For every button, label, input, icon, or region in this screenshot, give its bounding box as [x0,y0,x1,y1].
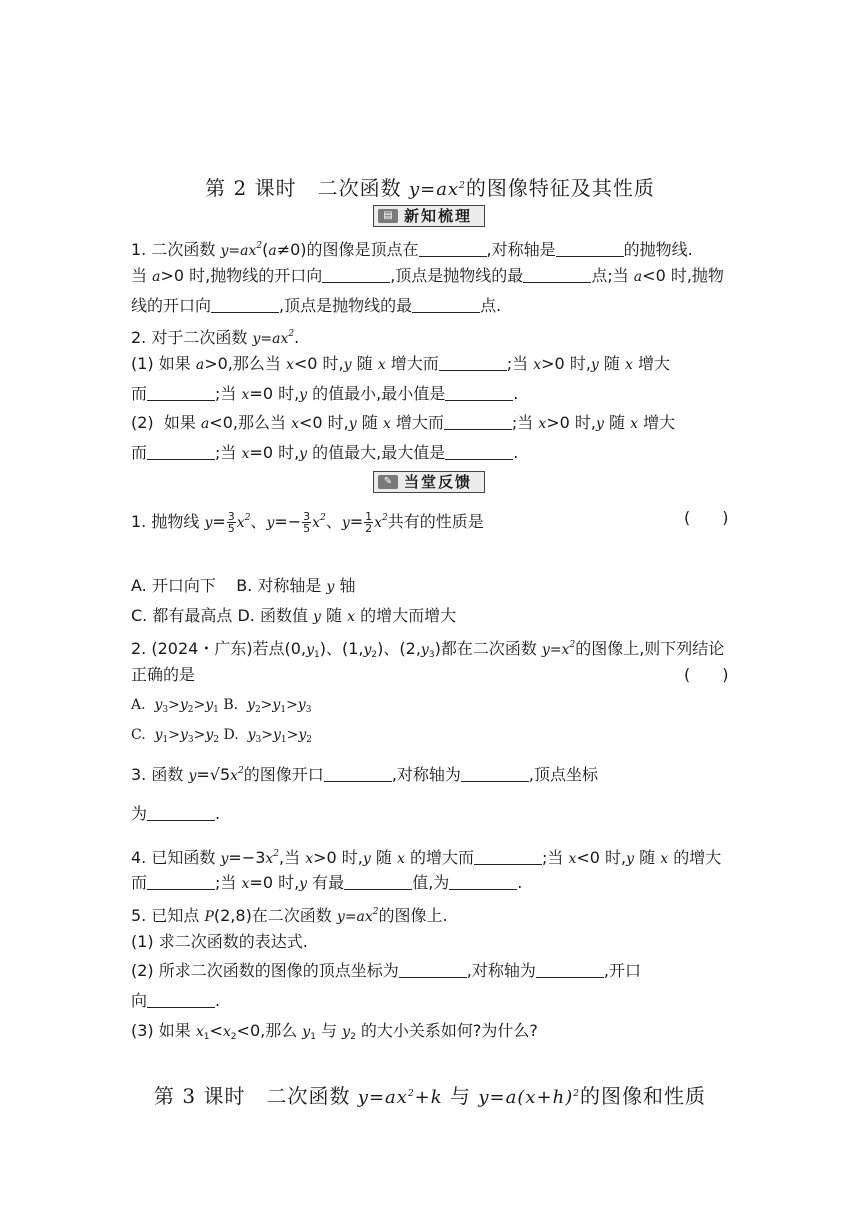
question-5-part-2: (2) 所求二次函数的图像的顶点坐标为 ,对称轴为 ,开口 [131,961,641,980]
knowledge-item-2-head: 2. 对于二次函数 $y=ax^2$. [131,328,300,347]
question-2-stem: 2. (2024・广东)若点$(0,y_1)$、$(1,y_2)$、$(2,y_3)$都在二次函数 $y=x^2$的图像上,则下列结论 [131,639,725,660]
knowledge-item-2-1-line-2: 而 ;当 x=0 时,y 的值最小,最小值是 . [131,384,519,403]
question-5-part-2-line-2: 向 . [131,991,221,1010]
lesson-2-title: 第 2 课时 二次函数 $y=ax^2$的图像特征及其性质 [205,176,655,200]
blank[interactable] [147,993,215,1008]
question-1-options-ab: A. 开口向下 B. 对称轴是 y 轴 [131,576,356,595]
question-5-stem: 5. 已知点 P(2,8)在二次函数 $y=ax^2$的图像上. [131,906,448,925]
feedback-badge: ✎ 当堂反馈 [373,471,485,493]
question-1-stem: 1. 抛物线 y= $\frac{3}{5}$ $x^2$、y=− $\frac{3}{5}$ $x^2$、y= $\frac{1}{2}$ $x^2$共有的性质是 [131,510,484,535]
lesson-3-title: 第 3 课时 二次函数 $y=ax^2+k$ 与 $y=a(x+h)^2$的图像和性质 [154,1084,706,1108]
blank[interactable] [556,242,624,257]
blank[interactable] [439,356,507,371]
blank[interactable] [344,875,412,890]
question-1-options-cd: C. 都有最高点 D. 函数值 y 随 x 的增大而增大 [131,606,457,625]
blank[interactable] [419,242,487,257]
blank[interactable] [523,268,591,283]
blank[interactable] [474,850,542,865]
knowledge-item-2-2-line-2: 而 ;当 x=0 时,y 的值最大,最大值是 . [131,443,519,462]
new-knowledge-badge: ▤ 新知梳理 [373,205,485,227]
blank[interactable] [211,298,279,313]
blank[interactable] [399,963,467,978]
question-5-part-1: (1) 求二次函数的表达式. [131,932,308,951]
question-2-options-cd: C. $y_1>y_3>y_2$ D. $y_3>y_1>y_2$ [131,727,312,745]
knowledge-item-1-line-3: 线的开口向 ,顶点是抛物线的最 点. [131,296,502,315]
question-4-line-1: 4. 已知函数 $y=-3x^2$,当 x>0 时,y 随 x 的增大而 ;当 x<0 时,y 随 x 的增大 [131,848,722,867]
question-2-options-ab: A. $y_3>y_2>y_1$ B. $y_2>y_1>y_3$ [131,697,312,715]
question-3-stem-line-2: 为 . [131,804,221,823]
book-icon: ▤ [378,209,398,223]
knowledge-item-1-line-2: 当 a>0 时,抛物线的开口向 ,顶点是抛物线的最 点;当 a<0 时,抛物 [131,266,724,285]
question-3-stem: 3. 函数 $y=√5x^2$的图像开口 ,对称轴为 ,顶点坐标 [131,765,598,784]
blank[interactable] [461,767,529,782]
question-2-stem-line-2: 正确的是 [131,665,196,684]
blank[interactable] [445,386,513,401]
question-4-line-2: 而 ;当 x=0 时,y 有最 值,为 . [131,873,523,892]
knowledge-item-2-2-line-1: (2) 如果 a<0,那么当 x<0 时,y 随 x 增大而 ;当 x>0 时,y 随 x 增大 [131,413,676,432]
answer-bracket[interactable]: ( ) [684,508,729,527]
knowledge-item-1-line-1: 1. 二次函数 $y=ax^2(a\ne 0)$的图像是顶点在 ,对称轴是 的抛物线. [131,240,693,259]
pen-icon: ✎ [378,475,398,489]
blank[interactable] [324,767,392,782]
blank[interactable] [444,415,512,430]
blank[interactable] [445,445,513,460]
blank[interactable] [147,806,215,821]
question-5-part-3: (3) 如果 $x_1<x_2<0$,那么 $y_1$ 与 $y_2$ 的大小关系如何?为什么? [131,1021,538,1042]
blank[interactable] [322,268,390,283]
blank[interactable] [449,875,517,890]
blank[interactable] [412,298,480,313]
blank[interactable] [147,386,215,401]
knowledge-item-2-1-line-1: (1) 如果 a>0,那么当 x<0 时,y 随 x 增大而 ;当 x>0 时,y 随 x 增大 [131,354,671,373]
blank[interactable] [147,445,215,460]
answer-bracket[interactable]: ( ) [684,665,729,684]
blank[interactable] [536,963,604,978]
blank[interactable] [147,875,215,890]
